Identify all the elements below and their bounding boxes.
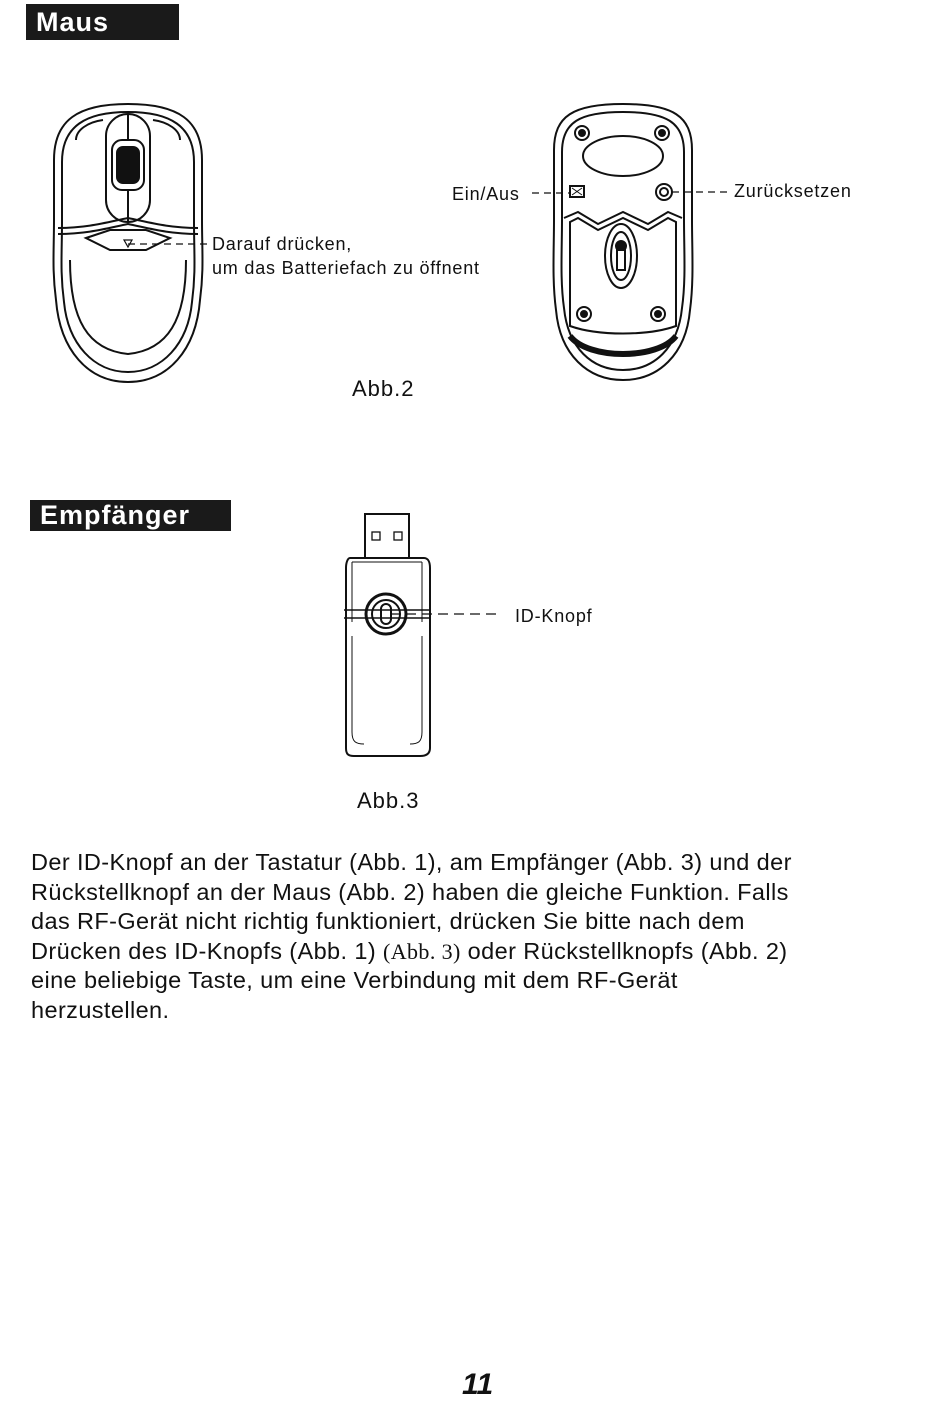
id-button-label: ID-Knopf (515, 606, 593, 626)
paragraph-line: Der ID-Knopf an der Tastatur (Abb. 1), am Empfänger (Abb. 3) und der (31, 849, 792, 875)
reset-leader-line (672, 190, 732, 194)
paragraph-segment: Drücken des ID-Knopfs (Abb. 1) (31, 937, 383, 964)
figure3-caption: Abb.3 (357, 788, 420, 813)
on-off-leader-line (532, 191, 572, 195)
battery-leader-line (128, 242, 218, 246)
mouse-bottom-view-illustration (548, 100, 698, 385)
reset-button-label: Zurücksetzen (734, 181, 852, 201)
id-button-leader-line (390, 612, 500, 616)
paragraph-line: Rückstellknopf an der Maus (Abb. 2) haben die gleiche Funktion. Falls (31, 878, 789, 905)
section-title-empfaenger: Empfänger (30, 500, 231, 531)
figure2-caption: Abb.2 (352, 376, 415, 401)
paragraph-line: das RF-Gerät nicht richtig funktioniert, drücken Sie bitte nach dem (31, 908, 745, 934)
on-off-switch-label: Ein/Aus (452, 184, 520, 204)
battery-compartment-label-line2: um das Batteriefach zu öffnent (212, 258, 480, 278)
page-number: 11 (462, 1368, 494, 1401)
paragraph-line (31, 937, 921, 967)
battery-compartment-label-line1: Darauf drücken, (212, 234, 353, 254)
paragraph-line: herzustellen. (31, 996, 170, 1023)
paragraph-line: eine beliebige Taste, um eine Verbindung mit dem RF-Gerät (31, 967, 678, 993)
usb-receiver-illustration (344, 512, 434, 762)
instruction-paragraph (31, 848, 921, 1025)
paragraph-segment-serif: (Abb. 3) (383, 938, 461, 964)
paragraph-segment: oder Rückstellknopfs (Abb. 2) (460, 937, 788, 964)
section-title-maus: Maus (26, 4, 179, 40)
